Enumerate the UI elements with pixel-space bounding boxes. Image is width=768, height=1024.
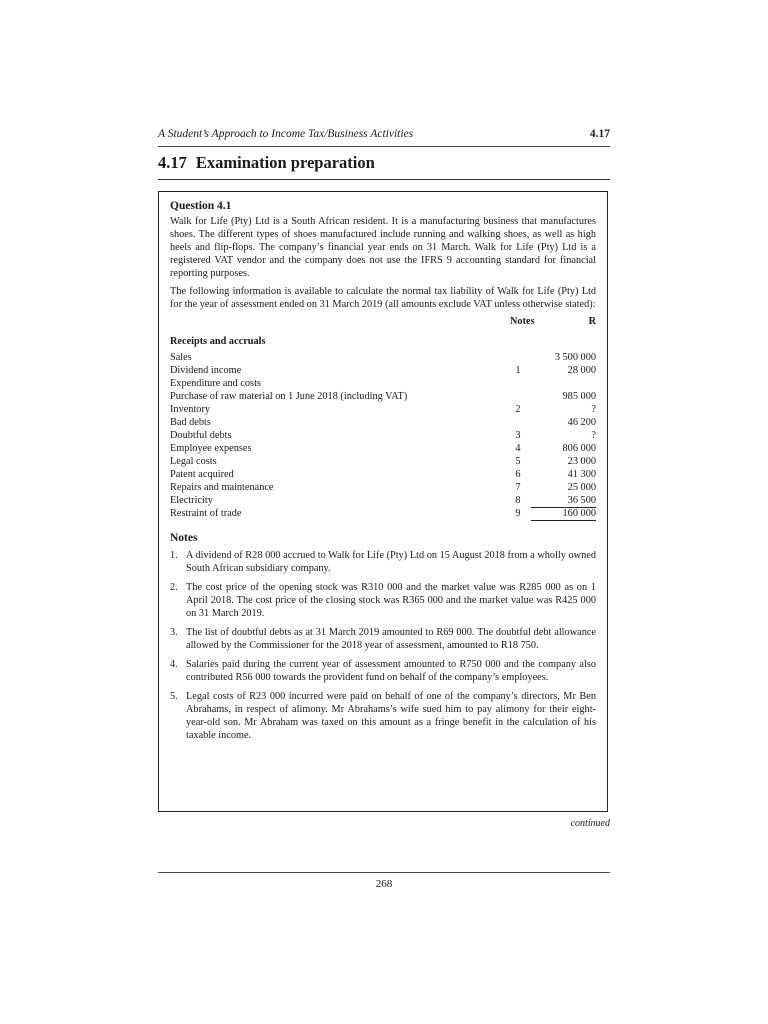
running-section-number: 4.17 — [589, 128, 610, 140]
line-items — [170, 351, 596, 520]
line-item-label: Employee expenses — [170, 443, 252, 454]
note-number: 3. — [170, 627, 178, 638]
line-item-amount: 36 500 — [567, 495, 596, 506]
note-text: A dividend of R28 000 accrued to Walk for Life (Pty) Ltd on 15 August 2018 from a wholly owned South African subsidiary company. — [186, 550, 596, 574]
note-item — [170, 658, 596, 684]
note-number: 4. — [170, 659, 178, 670]
line-item-note: 5 — [515, 456, 521, 467]
line-item-amount: 28 000 — [567, 365, 596, 376]
note-text: The cost price of the opening stock was R310 000 and the market value was R285 000 as on 1 April 2018. The cost price of the closing stock was R365 000 and the market value was R425 000 on 31 March 2019. — [186, 582, 596, 619]
line-item-label: Sales — [170, 352, 192, 363]
line-item-note: 6 — [515, 469, 521, 480]
note-number: 5. — [170, 691, 178, 702]
line-item-note: 4 — [515, 443, 521, 454]
column-headers — [170, 316, 596, 330]
line-item-note: 2 — [515, 404, 521, 415]
note-item — [170, 581, 596, 620]
line-item-note: 7 — [515, 482, 521, 493]
line-item-label: Legal costs — [170, 456, 217, 467]
amount-column-header: R — [588, 316, 596, 327]
receipts-heading: Receipts and accruals — [170, 336, 266, 347]
line-item-amount: ? — [591, 430, 596, 441]
note-text: Legal costs of R23 000 incurred were paid on behalf of one of the company’s directors, Mr Ben Abrahams, in respect of alimony. Mr Abrahams’s wife sued him to pay alimony for their eight-year-old son. Mr Abraham was taxed on this amount as a fringe benefit in the calculation of his taxable income. — [186, 691, 596, 741]
line-item-amount: 23 000 — [567, 456, 596, 467]
page-number: 268 — [375, 878, 393, 890]
line-item-label: Repairs and maintenance — [170, 482, 274, 493]
question-info: The following information is available to calculate the normal tax liability of Walk for Life (Pty) Ltd for the year of assessment ended on 31 March 2019 (all amounts exclude VAT unless otherwise stated): — [170, 286, 596, 310]
line-item-row — [170, 507, 596, 520]
line-item-label: Bad debts — [170, 417, 211, 428]
line-item-amount: 985 000 — [562, 391, 596, 402]
note-text: The list of doubtful debts as at 31 March 2019 amounted to R69 000. The doubtful debt allowance allowed by the Commissioner for the 2018 year of assessment, amounted to R18 750. — [186, 627, 596, 651]
question-title: Question 4.1 — [170, 200, 232, 212]
notes-heading: Notes — [170, 532, 198, 544]
question-box — [158, 191, 608, 812]
line-item-row — [170, 364, 596, 377]
running-title: A Student’s Approach to Income Tax/Business Activities — [158, 128, 414, 140]
line-item-label: Electricity — [170, 495, 213, 506]
line-item-label: Purchase of raw material on 1 June 2018 (including VAT) — [170, 391, 408, 402]
line-item-amount: 3 500 000 — [554, 352, 596, 363]
line-item-label: Expenditure and costs — [170, 378, 261, 389]
line-item-row — [170, 455, 596, 468]
notes-column-header: Notes — [510, 316, 535, 327]
line-item-label: Patent acquired — [170, 469, 234, 480]
line-item-row — [170, 351, 596, 364]
note-number: 1. — [170, 550, 178, 561]
line-item-amount: 41 300 — [567, 469, 596, 480]
line-item-row — [170, 494, 596, 507]
running-header — [158, 128, 610, 147]
continued-label: continued — [570, 818, 610, 829]
line-item-label: Doubtful debts — [170, 430, 232, 441]
section-number: 4.17 — [158, 153, 187, 172]
note-text: Salaries paid during the current year of assessment amounted to R750 000 and the company also contributed R56 000 towards the provident fund on behalf of the company’s employees. — [186, 659, 596, 683]
note-item — [170, 690, 596, 742]
line-item-note: 3 — [515, 430, 521, 441]
line-item-note: 9 — [515, 508, 521, 519]
note-number: 2. — [170, 582, 178, 593]
line-item-amount: 160 000 — [531, 507, 596, 521]
line-item-row — [170, 390, 596, 403]
line-item-amount: 25 000 — [567, 482, 596, 493]
line-item-row — [170, 429, 596, 442]
line-item-row — [170, 442, 596, 455]
notes-list — [170, 549, 596, 742]
line-item-amount: 46 200 — [567, 417, 596, 428]
line-item-note: 1 — [515, 365, 521, 376]
section-title — [158, 153, 610, 180]
line-item-amount: ? — [591, 404, 596, 415]
line-item-row — [170, 403, 596, 416]
line-item-row — [170, 481, 596, 494]
line-item-note: 8 — [515, 495, 521, 506]
line-item-row — [170, 468, 596, 481]
line-item-label: Inventory — [170, 404, 211, 415]
note-item — [170, 626, 596, 652]
note-item — [170, 549, 596, 575]
line-item-label: Dividend income — [170, 365, 242, 376]
section-title-text: Examination preparation — [195, 153, 375, 172]
line-item-label: Restraint of trade — [170, 508, 242, 519]
line-item-amount: 806 000 — [562, 443, 596, 454]
line-item-row — [170, 416, 596, 429]
footer-rule — [158, 872, 610, 873]
line-item-row — [170, 377, 596, 390]
question-intro: Walk for Life (Pty) Ltd is a South African resident. It is a manufacturing business that manufactures shoes. The different types of shoes manufactured include running and walking shoes, as well as high heels and flip-flops. The company’s financial year ends on 31 March. Walk for Life (Pty) Ltd is a registered VAT vendor and the company does not use the IFRS 9 accounting standard for financial reporting purposes. — [170, 216, 596, 279]
